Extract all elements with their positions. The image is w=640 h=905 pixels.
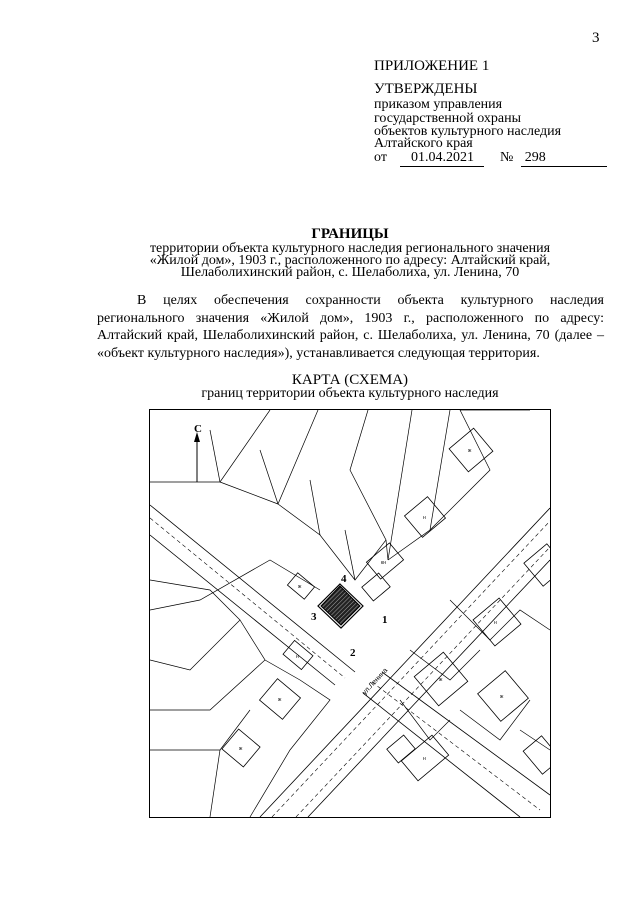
heading-line: Шелаболихинский район, с. Шелаболиха, ул. Ленина, 70 <box>180 265 520 280</box>
date-prefix: от <box>374 150 387 165</box>
document-heading: ГРАНИЦЫ <box>311 226 389 242</box>
parcel-label: ж <box>468 448 472 454</box>
street-label: ул.Ленина <box>361 667 390 697</box>
parcel-label: н <box>494 620 497 626</box>
approval-line: государственной охраны <box>374 111 522 126</box>
map-title: КАРТА (СХЕМА) <box>291 372 409 388</box>
parcel-label: н <box>423 756 426 762</box>
page-number: 3 <box>592 30 600 46</box>
order-date-row <box>374 150 607 167</box>
parcel-label: кн <box>381 560 386 566</box>
approval-line: Алтайского края <box>374 136 473 151</box>
order-date: 01.04.2021 <box>400 150 484 167</box>
approved-label: УТВЕРЖДЕНЫ <box>374 81 478 97</box>
parcel-label: ж <box>278 697 282 703</box>
north-arrow <box>194 432 200 482</box>
boundary-point-4: 4 <box>341 573 347 585</box>
heading-line: «Жилой дом», 1903 г., расположенного по адресу: Алтайский край, <box>149 253 551 268</box>
heritage-object <box>321 586 360 625</box>
parcel-label: ж <box>298 584 302 590</box>
territory-map <box>149 409 551 818</box>
boundary-point-1: 1 <box>382 614 388 626</box>
heading-line: территории объекта культурного наследия регионального значения <box>149 241 551 256</box>
map-drawing <box>150 410 550 817</box>
north-label: С <box>194 423 202 435</box>
parcel-label: н <box>423 515 426 521</box>
map-subtitle: границ территории объекта культурного наследия <box>201 386 499 401</box>
approval-line: приказом управления <box>374 97 503 112</box>
buildings <box>222 428 550 781</box>
main-street <box>260 508 550 817</box>
parcel-label: ж <box>439 677 443 683</box>
parcel-label: н <box>296 654 299 660</box>
number-prefix: № <box>499 150 514 165</box>
parcel-label: ж <box>239 746 243 752</box>
boundary-point-2: 2 <box>350 647 356 659</box>
order-number: 298 <box>521 150 607 167</box>
boundary-point-3: 3 <box>311 611 317 623</box>
cross-street <box>150 505 550 817</box>
body-paragraph: В целях обеспечения сохранности объекта культурного наследия регионального значения «Жилой дом», 1903 г., расположенного по адресу: Алтайский край, Шелаболихинский район, с. Шелаболиха, ул. Ленина, 70 (далее – «объект культурного наследия»), устанавливается следующая территория. <box>97 293 604 361</box>
parcel-labels <box>239 448 504 762</box>
parcel-label: ж <box>500 694 504 700</box>
appendix-title: ПРИЛОЖЕНИЕ 1 <box>374 58 490 74</box>
approval-line: объектов культурного наследия <box>374 124 562 139</box>
